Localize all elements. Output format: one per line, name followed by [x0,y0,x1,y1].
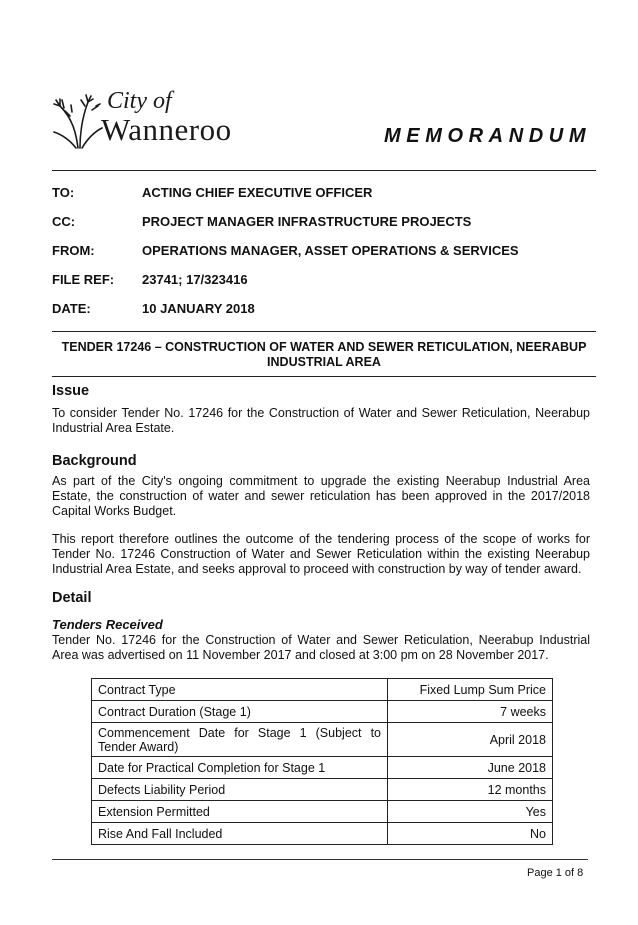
table-cell-label: Contract Duration (Stage 1) [92,701,388,723]
table-cell-label: Commencement Date for Stage 1 (Subject to Tender Award) [92,723,388,757]
header-from-row [52,243,596,263]
background-paragraph-2: This report therefore outlines the outcome of the tendering process of the scope of works for Tender No. 17246 Construction of Water and Sewer Reticulation within the existing Neerabup Industrial Area Estate, and seeks approval to proceed with construction by way of tender award. [52,532,590,576]
table-row [92,723,553,757]
table-cell-label: Defects Liability Period [92,779,388,801]
header-cc-row [52,214,596,234]
header-value: 23741; 17/323416 [142,272,248,287]
table-cell-value: June 2018 [388,757,553,779]
table-row [92,679,553,701]
table-row [92,801,553,823]
table-cell-value: Fixed Lump Sum Price [388,679,553,701]
kangaroo-paw-emblem-icon [52,88,104,150]
table-cell-value: No [388,823,553,845]
table-row [92,757,553,779]
logo-line-wanneroo: Wanneroo [101,112,232,147]
issue-paragraph: To consider Tender No. 17246 for the Construction of Water and Sewer Reticulation, Neerabup Industrial Area Estate. [52,406,590,435]
table-row [92,823,553,845]
background-paragraph-1: As part of the City's ongoing commitment to upgrade the existing Neerabup Industrial Area Estate, the construction of water and sewer reticulation has been approved in the 2017/2018 Capital Works Budget. [52,474,590,518]
table-cell-value: 12 months [388,779,553,801]
table-row [92,701,553,723]
header-to-row [52,185,596,205]
footer-divider [52,859,588,860]
header-label: CC: [52,214,76,229]
header-date-row [52,301,596,321]
table-cell-value: 7 weeks [388,701,553,723]
table-row [92,779,553,801]
background-heading: Background [52,453,137,469]
header-file-ref-row [52,272,596,292]
table-cell-label: Rise And Fall Included [92,823,388,845]
tender-title-line-1: TENDER 17246 – CONSTRUCTION OF WATER AND SEWER RETICULATION, NEERABUP [61,340,587,354]
table-cell-label: Contract Type [92,679,388,701]
logo-line-city-of: City of [107,88,172,114]
tender-title-line-2: INDUSTRIAL AREA [267,355,381,369]
tender-title [52,340,596,370]
contract-terms-table [91,678,553,845]
memorandum-title: MEMORANDUM [384,125,592,147]
divider-below-title [52,376,596,377]
table-cell-value: Yes [388,801,553,823]
page-number: Page 1 of 8 [527,867,584,879]
divider-above-title [52,331,596,332]
table-cell-label: Extension Permitted [92,801,388,823]
table-cell-label: Date for Practical Completion for Stage 1 [92,757,388,779]
tenders-received-subheading: Tenders Received [52,617,163,632]
header-value: PROJECT MANAGER INFRASTRUCTURE PROJECTS [142,214,472,229]
header-label: FROM: [52,243,95,258]
header-label: TO: [52,185,75,200]
issue-heading: Issue [52,383,90,399]
detail-heading: Detail [52,590,92,606]
table-cell-value: April 2018 [388,723,553,757]
detail-paragraph: Tender No. 17246 for the Construction of Water and Sewer Reticulation, Neerabup Industrial Area was advertised on 11 November 2017 and closed at 3:00 pm on 28 November 2017. [52,633,590,662]
header-value: OPERATIONS MANAGER, ASSET OPERATIONS & SERVICES [142,243,519,258]
divider-top [52,170,596,171]
header-label: DATE: [52,301,91,316]
header-label: FILE REF: [52,272,115,287]
header-value: 10 JANUARY 2018 [142,301,255,316]
city-logo [52,88,252,150]
header-value: ACTING CHIEF EXECUTIVE OFFICER [142,185,373,200]
